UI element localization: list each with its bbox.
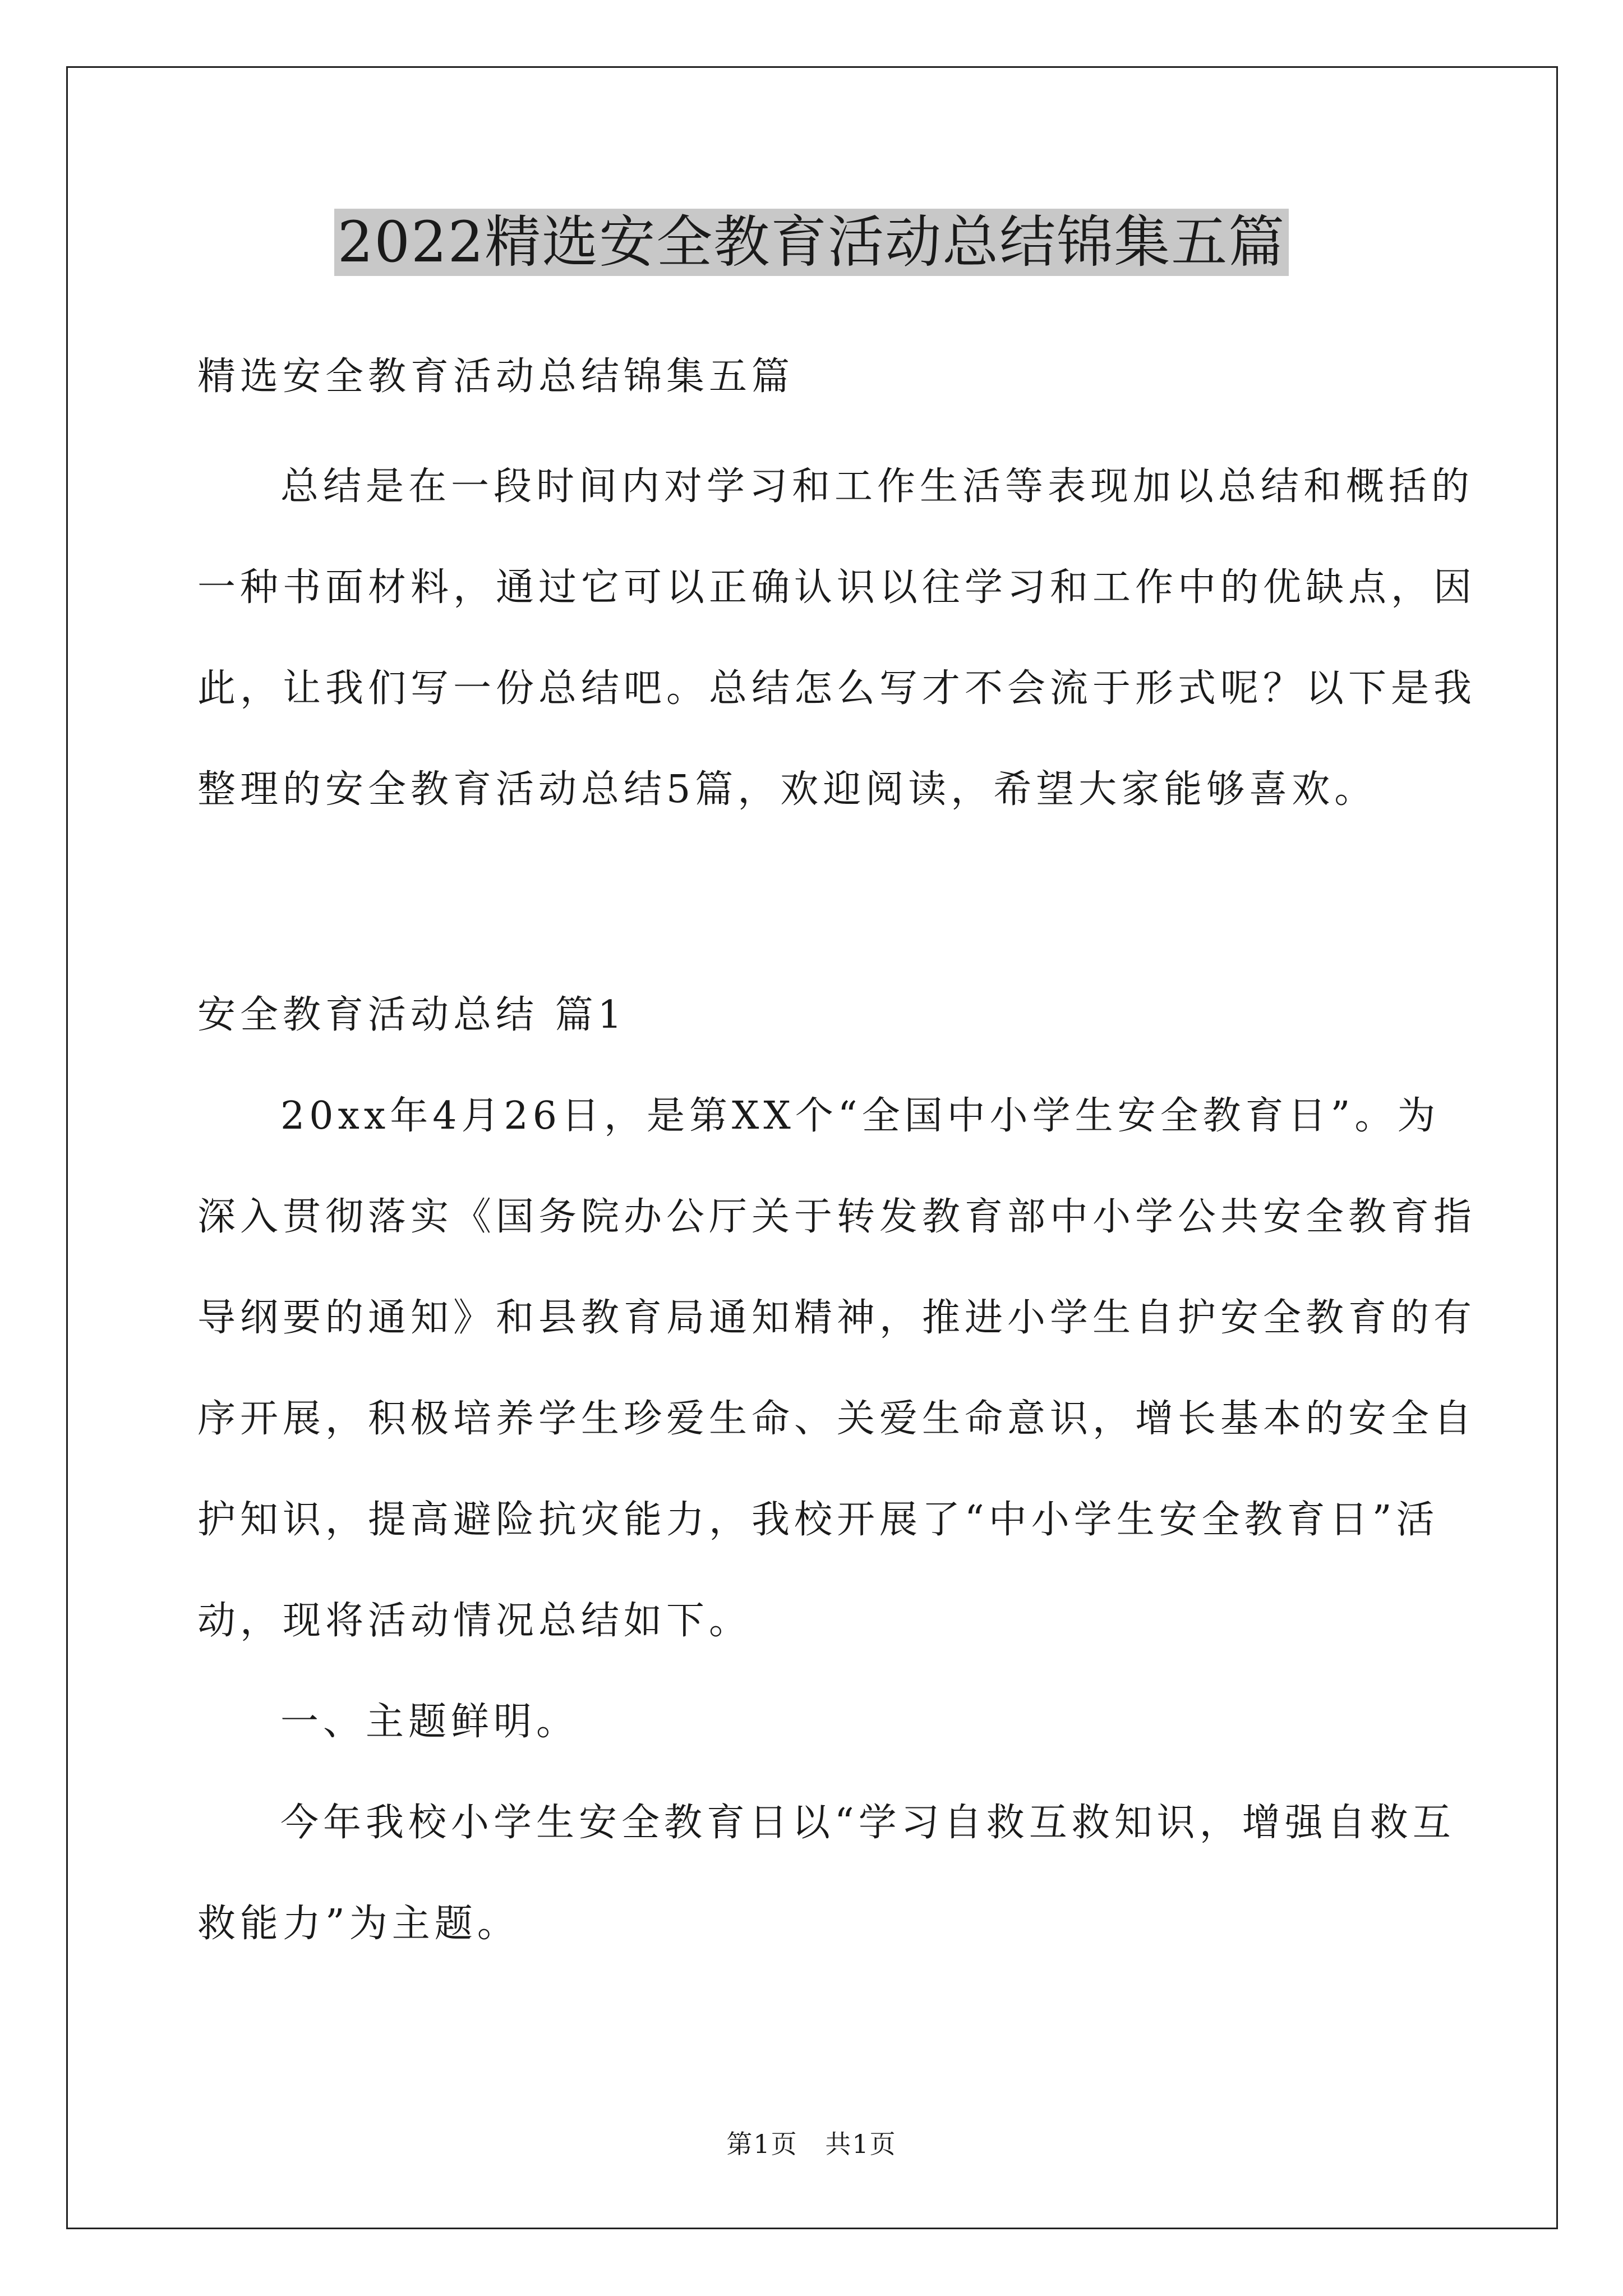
intro-line: 总结是在一段时间内对学习和工作生活等表现加以总结和概括的 xyxy=(280,464,1474,509)
page-footer xyxy=(0,2127,1623,2161)
section-line: 深入贯彻落实《国务院办公厅关于转发教育部中小学公共安全教育指 xyxy=(197,1195,1477,1239)
document-subtitle: 精选安全教育活动总结锦集五篇 xyxy=(197,355,795,399)
page-total: 共1页 xyxy=(825,2129,897,2159)
title-container xyxy=(0,209,1623,276)
intro-line: 此，让我们写一份总结吧。总结怎么写才不会流于形式呢？以下是我 xyxy=(197,666,1477,711)
point-heading: 一、主题鲜明。 xyxy=(280,1700,579,1744)
intro-line: 整理的安全教育活动总结5篇，欢迎阅读，希望大家能够喜欢。 xyxy=(197,767,1377,812)
section-line: 导纲要的通知》和县教育局通知精神，推进小学生自护安全教育的有 xyxy=(197,1296,1477,1340)
document-title: 2022精选安全教育活动总结锦集五篇 xyxy=(334,209,1289,276)
section-line: 20xx年4月26日，是第XX个“全国中小学生安全教育日”。为 xyxy=(280,1094,1440,1138)
page-number: 第1页 xyxy=(726,2129,798,2159)
section-heading: 安全教育活动总结 篇1 xyxy=(197,993,626,1037)
section-line: 护知识，提高避险抗灾能力，我校开展了“中小学生安全教育日”活 xyxy=(197,1498,1439,1542)
section-line: 动，现将活动情况总结如下。 xyxy=(197,1599,752,1643)
point-line: 救能力”为主题。 xyxy=(197,1902,520,1946)
intro-line: 一种书面材料，通过它可以正确认识以往学习和工作中的优缺点，因 xyxy=(197,565,1477,610)
section-line: 序开展，积极培养学生珍爱生命、关爱生命意识，增长基本的安全自 xyxy=(197,1397,1477,1441)
point-line: 今年我校小学生安全教育日以“学习自救互救知识，增强自救互 xyxy=(280,1801,1455,1845)
